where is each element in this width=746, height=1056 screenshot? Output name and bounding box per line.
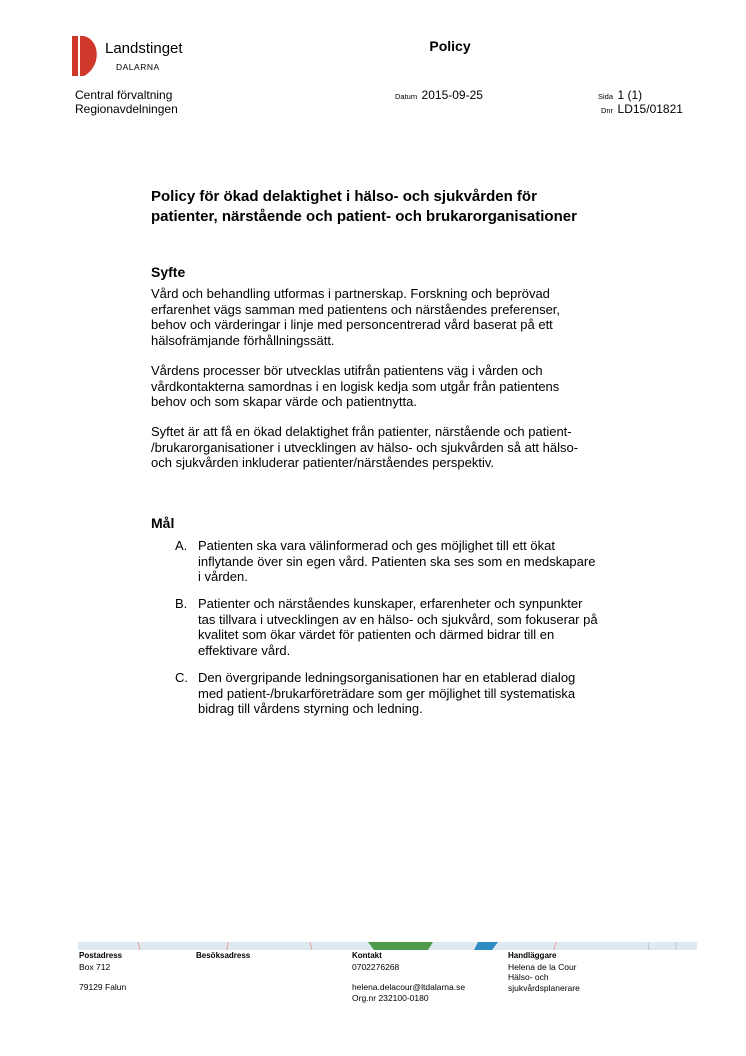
text-line: bidrag till vårdens styrning och ledning.	[198, 701, 423, 716]
org-line-2: Regionavdelningen	[75, 102, 178, 116]
dnr-field	[601, 100, 683, 118]
text-line: Den övergripande ledningsorganisationen har en etablerad dialog	[198, 670, 576, 685]
text-line: i vården.	[198, 569, 248, 584]
text-line: kvalitet som ökar värdet för patienten och därmed bidrar till en	[198, 627, 555, 642]
footer-postadress	[79, 951, 126, 993]
logo-name: Landstinget	[105, 40, 183, 57]
sida-label: Sida	[598, 92, 614, 101]
title-line: Policy för ökad delaktighet i hälso- och sjukvården för	[151, 188, 537, 205]
syfte-paragraph-2	[151, 363, 671, 410]
handlaggare-label: Handläggare	[508, 951, 557, 960]
sida-value: 1 (1)	[617, 88, 643, 102]
text-line: erfarenhet vägs samman med patientens och närståendes preferenser,	[151, 301, 561, 317]
text-line: /brukarorganisationer i utvecklingen av hälso- och sjukvården så att hälso-	[151, 439, 579, 455]
text-line: vårdkontakterna samordnas i en logisk kedja som utgår från patientens	[151, 378, 560, 394]
text-line: Patienten ska vara välinformerad och ges möjlighet till ett ökat	[198, 538, 555, 553]
dnr-label: Dnr	[601, 106, 614, 115]
handlaggare-role: Hälso- och	[508, 972, 549, 982]
handlaggare-name: Helena de la Cour	[508, 961, 577, 972]
text-line: behov och värderingar i linje med personcentrerad vård baserat på ett	[151, 317, 553, 332]
datum-field	[395, 86, 483, 104]
text-line: effektivare vård.	[198, 642, 291, 658]
syfte-heading: Syfte	[151, 264, 186, 280]
besoksadress-label: Besöksadress	[196, 951, 251, 960]
datum-value: 2015-09-25	[421, 88, 483, 102]
postadress-line: Box 712	[79, 961, 111, 972]
text-line: Patienter och närståendes kunskaper, erfarenheter och synpunkter	[198, 596, 583, 611]
footer-decorative-band	[78, 942, 697, 950]
list-item-letter: A.	[175, 538, 188, 553]
postadress-label: Postadress	[79, 951, 123, 960]
text-line: behov och som skapar värde och patientnytta.	[151, 394, 417, 409]
handlaggare-role: sjukvårdsplanerare	[508, 982, 580, 993]
document-title	[151, 187, 671, 227]
mal-list	[151, 538, 671, 738]
text-line: inflytande över sin egen vård. Patienten ska ses som en medskapare	[198, 553, 596, 569]
footer-kontakt	[352, 951, 465, 1003]
syfte-paragraph-1	[151, 286, 671, 348]
syfte-paragraph-3	[151, 424, 671, 471]
text-line: och sjukvården inkluderar patienter/närståendes perspektiv.	[151, 455, 495, 470]
text-line: Vård och behandling utformas i partnerskap. Forskning och beprövad	[151, 286, 550, 301]
list-item-text	[198, 596, 668, 658]
kontakt-email: helena.delacour@ltdalarna.se	[352, 982, 466, 992]
text-line: Syftet är att få en ökad delaktighet från patienter, närstående och patient-	[151, 424, 572, 439]
kontakt-label: Kontakt	[352, 951, 382, 960]
dnr-value: LD15/01821	[617, 102, 683, 116]
list-item-text	[198, 538, 668, 585]
datum-label: Datum	[395, 92, 418, 101]
postadress-line: 79129 Falun	[79, 982, 127, 992]
title-line: patienter, närstående och patient- och brukarorganisationer	[151, 208, 577, 225]
logo-subtitle: DALARNA	[116, 62, 160, 72]
list-item-text	[198, 670, 668, 717]
kontakt-phone: 0702276268	[352, 961, 400, 972]
mal-heading: Mål	[151, 515, 175, 531]
kontakt-org: Org.nr 232100-0180	[352, 992, 429, 1003]
list-item-letter: C.	[175, 670, 188, 685]
footer-besoksadress	[196, 951, 250, 962]
list-item-letter: B.	[175, 596, 188, 611]
text-line: med patient-/brukarföreträdare som ger möjlighet till systematiska	[198, 685, 576, 701]
footer-handlaggare	[508, 951, 580, 993]
text-line: tas tillvara i utvecklingen av en hälso- och sjukvård, som fokuserar på	[198, 611, 598, 627]
text-line: hälsofrämjande förhållningssätt.	[151, 332, 335, 348]
document-type: Policy	[429, 38, 471, 54]
org-line-1: Central förvaltning	[75, 88, 173, 102]
landstinget-logo-icon	[72, 36, 102, 76]
text-line: Vårdens processer bör utvecklas utifrån patientens väg i vården och	[151, 363, 543, 378]
